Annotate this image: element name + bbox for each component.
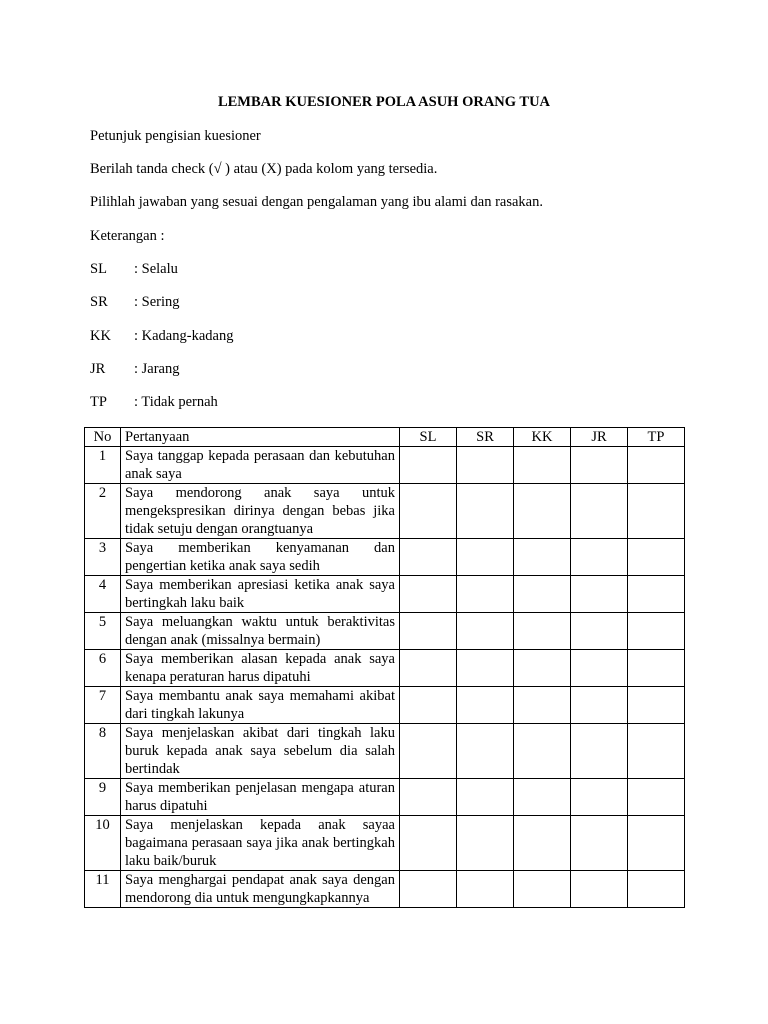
answer-cell-sr[interactable] xyxy=(457,484,514,539)
legend-code: JR xyxy=(90,361,106,377)
table-row xyxy=(85,650,685,687)
legend-heading: Keterangan : xyxy=(90,228,165,244)
question-text: Saya memberikan alasan kepada anak saya kenapa peraturan harus dipatuhi xyxy=(121,650,400,687)
table-row xyxy=(85,687,685,724)
answer-cell-kk[interactable] xyxy=(514,447,571,484)
question-text: Saya menjelaskan akibat dari tingkah laku buruk kepada anak saya sebelum dia salah bertindak xyxy=(121,724,400,779)
answer-cell-kk[interactable] xyxy=(514,576,571,613)
answer-cell-jr[interactable] xyxy=(571,576,628,613)
answer-cell-tp[interactable] xyxy=(628,576,685,613)
answer-cell-sl[interactable] xyxy=(400,539,457,576)
row-number: 4 xyxy=(85,576,121,613)
answer-cell-jr[interactable] xyxy=(571,871,628,908)
legend-meaning: : Tidak pernah xyxy=(134,394,218,410)
table-row xyxy=(85,871,685,908)
question-text: Saya memberikan kenyamanan dan pengertian ketika anak saya sedih xyxy=(121,539,400,576)
question-text: Saya mendorong anak saya untuk mengekspresikan dirinya dengan bebas jika tidak setuju dengan orangtuanya xyxy=(121,484,400,539)
answer-cell-sr[interactable] xyxy=(457,613,514,650)
question-text: Saya tanggap kepada perasaan dan kebutuhan anak saya xyxy=(121,447,400,484)
answer-cell-tp[interactable] xyxy=(628,650,685,687)
answer-cell-sl[interactable] xyxy=(400,447,457,484)
row-number: 7 xyxy=(85,687,121,724)
question-text: Saya membantu anak saya memahami akibat dari tingkah lakunya xyxy=(121,687,400,724)
answer-cell-sl[interactable] xyxy=(400,779,457,816)
table-row xyxy=(85,447,685,484)
answer-cell-sr[interactable] xyxy=(457,447,514,484)
header-sl: SL xyxy=(400,428,457,447)
header-tp: TP xyxy=(628,428,685,447)
answer-cell-jr[interactable] xyxy=(571,724,628,779)
answer-cell-kk[interactable] xyxy=(514,687,571,724)
instruction-choose-answer: Pilihlah jawaban yang sesuai dengan pengalaman yang ibu alami dan rasakan. xyxy=(90,194,543,210)
legend-item-sr xyxy=(90,293,180,311)
row-number: 10 xyxy=(85,816,121,871)
answer-cell-jr[interactable] xyxy=(571,484,628,539)
answer-cell-sl[interactable] xyxy=(400,650,457,687)
header-jr: JR xyxy=(571,428,628,447)
answer-cell-kk[interactable] xyxy=(514,724,571,779)
legend-code: SR xyxy=(90,294,108,310)
answer-cell-kk[interactable] xyxy=(514,650,571,687)
row-number: 1 xyxy=(85,447,121,484)
question-text: Saya memberikan apresiasi ketika anak saya bertingkah laku baik xyxy=(121,576,400,613)
table-row xyxy=(85,576,685,613)
answer-cell-tp[interactable] xyxy=(628,779,685,816)
answer-cell-sr[interactable] xyxy=(457,687,514,724)
answer-cell-sr[interactable] xyxy=(457,779,514,816)
answer-cell-sl[interactable] xyxy=(400,871,457,908)
legend-meaning: : Kadang-kadang xyxy=(134,328,234,344)
questionnaire-table xyxy=(84,427,685,908)
legend-code: TP xyxy=(90,394,107,410)
legend-item-kk xyxy=(90,327,233,345)
answer-cell-sr[interactable] xyxy=(457,539,514,576)
answer-cell-sr[interactable] xyxy=(457,576,514,613)
legend-meaning: : Sering xyxy=(134,294,180,310)
question-text: Saya memberikan penjelasan mengapa aturan harus dipatuhi xyxy=(121,779,400,816)
row-number: 2 xyxy=(85,484,121,539)
table-row xyxy=(85,779,685,816)
answer-cell-sr[interactable] xyxy=(457,650,514,687)
question-text: Saya meluangkan waktu untuk beraktivitas dengan anak (missalnya bermain) xyxy=(121,613,400,650)
answer-cell-kk[interactable] xyxy=(514,484,571,539)
row-number: 5 xyxy=(85,613,121,650)
header-question: Pertanyaan xyxy=(121,428,400,447)
question-text: Saya menghargai pendapat anak saya dengan mendorong dia untuk mengungkapkannya xyxy=(121,871,400,908)
answer-cell-sl[interactable] xyxy=(400,576,457,613)
legend-code: SL xyxy=(90,261,107,277)
answer-cell-tp[interactable] xyxy=(628,724,685,779)
answer-cell-tp[interactable] xyxy=(628,613,685,650)
answer-cell-jr[interactable] xyxy=(571,779,628,816)
answer-cell-kk[interactable] xyxy=(514,816,571,871)
answer-cell-sl[interactable] xyxy=(400,613,457,650)
answer-cell-kk[interactable] xyxy=(514,779,571,816)
legend-item-tp xyxy=(90,393,218,411)
instructions-heading: Petunjuk pengisian kuesioner xyxy=(90,128,261,144)
answer-cell-tp[interactable] xyxy=(628,447,685,484)
answer-cell-jr[interactable] xyxy=(571,613,628,650)
row-number: 8 xyxy=(85,724,121,779)
question-text: Saya menjelaskan kepada anak sayaa bagaimana perasaan saya jika anak bertingkah laku baik/buruk xyxy=(121,816,400,871)
header-sr: SR xyxy=(457,428,514,447)
answer-cell-sr[interactable] xyxy=(457,871,514,908)
answer-cell-jr[interactable] xyxy=(571,687,628,724)
table-row xyxy=(85,724,685,779)
row-number: 11 xyxy=(85,871,121,908)
table-row xyxy=(85,816,685,871)
answer-cell-jr[interactable] xyxy=(571,650,628,687)
table-row xyxy=(85,613,685,650)
answer-cell-tp[interactable] xyxy=(628,816,685,871)
header-no: No xyxy=(85,428,121,447)
answer-cell-jr[interactable] xyxy=(571,816,628,871)
row-number: 6 xyxy=(85,650,121,687)
answer-cell-kk[interactable] xyxy=(514,539,571,576)
legend-meaning: : Jarang xyxy=(134,361,180,377)
answer-cell-sl[interactable] xyxy=(400,816,457,871)
instruction-check-mark: Berilah tanda check (√ ) atau (X) pada kolom yang tersedia. xyxy=(90,161,438,177)
row-number: 3 xyxy=(85,539,121,576)
answer-cell-sl[interactable] xyxy=(400,484,457,539)
row-number: 9 xyxy=(85,779,121,816)
answer-cell-sl[interactable] xyxy=(400,687,457,724)
legend-meaning: : Selalu xyxy=(134,261,178,277)
legend-code: KK xyxy=(90,328,111,344)
answer-cell-kk[interactable] xyxy=(514,871,571,908)
answer-cell-sr[interactable] xyxy=(457,816,514,871)
answer-cell-sl[interactable] xyxy=(400,724,457,779)
legend-item-jr xyxy=(90,360,180,378)
answer-cell-sr[interactable] xyxy=(457,724,514,779)
answer-cell-tp[interactable] xyxy=(628,539,685,576)
document-title: LEMBAR KUESIONER POLA ASUH ORANG TUA xyxy=(217,94,551,110)
answer-cell-jr[interactable] xyxy=(571,447,628,484)
answer-cell-tp[interactable] xyxy=(628,484,685,539)
table-row xyxy=(85,484,685,539)
table-header-row xyxy=(85,428,685,447)
answer-cell-tp[interactable] xyxy=(628,687,685,724)
answer-cell-kk[interactable] xyxy=(514,613,571,650)
header-kk: KK xyxy=(514,428,571,447)
answer-cell-jr[interactable] xyxy=(571,539,628,576)
answer-cell-tp[interactable] xyxy=(628,871,685,908)
legend-item-sl xyxy=(90,260,178,278)
table-row xyxy=(85,539,685,576)
